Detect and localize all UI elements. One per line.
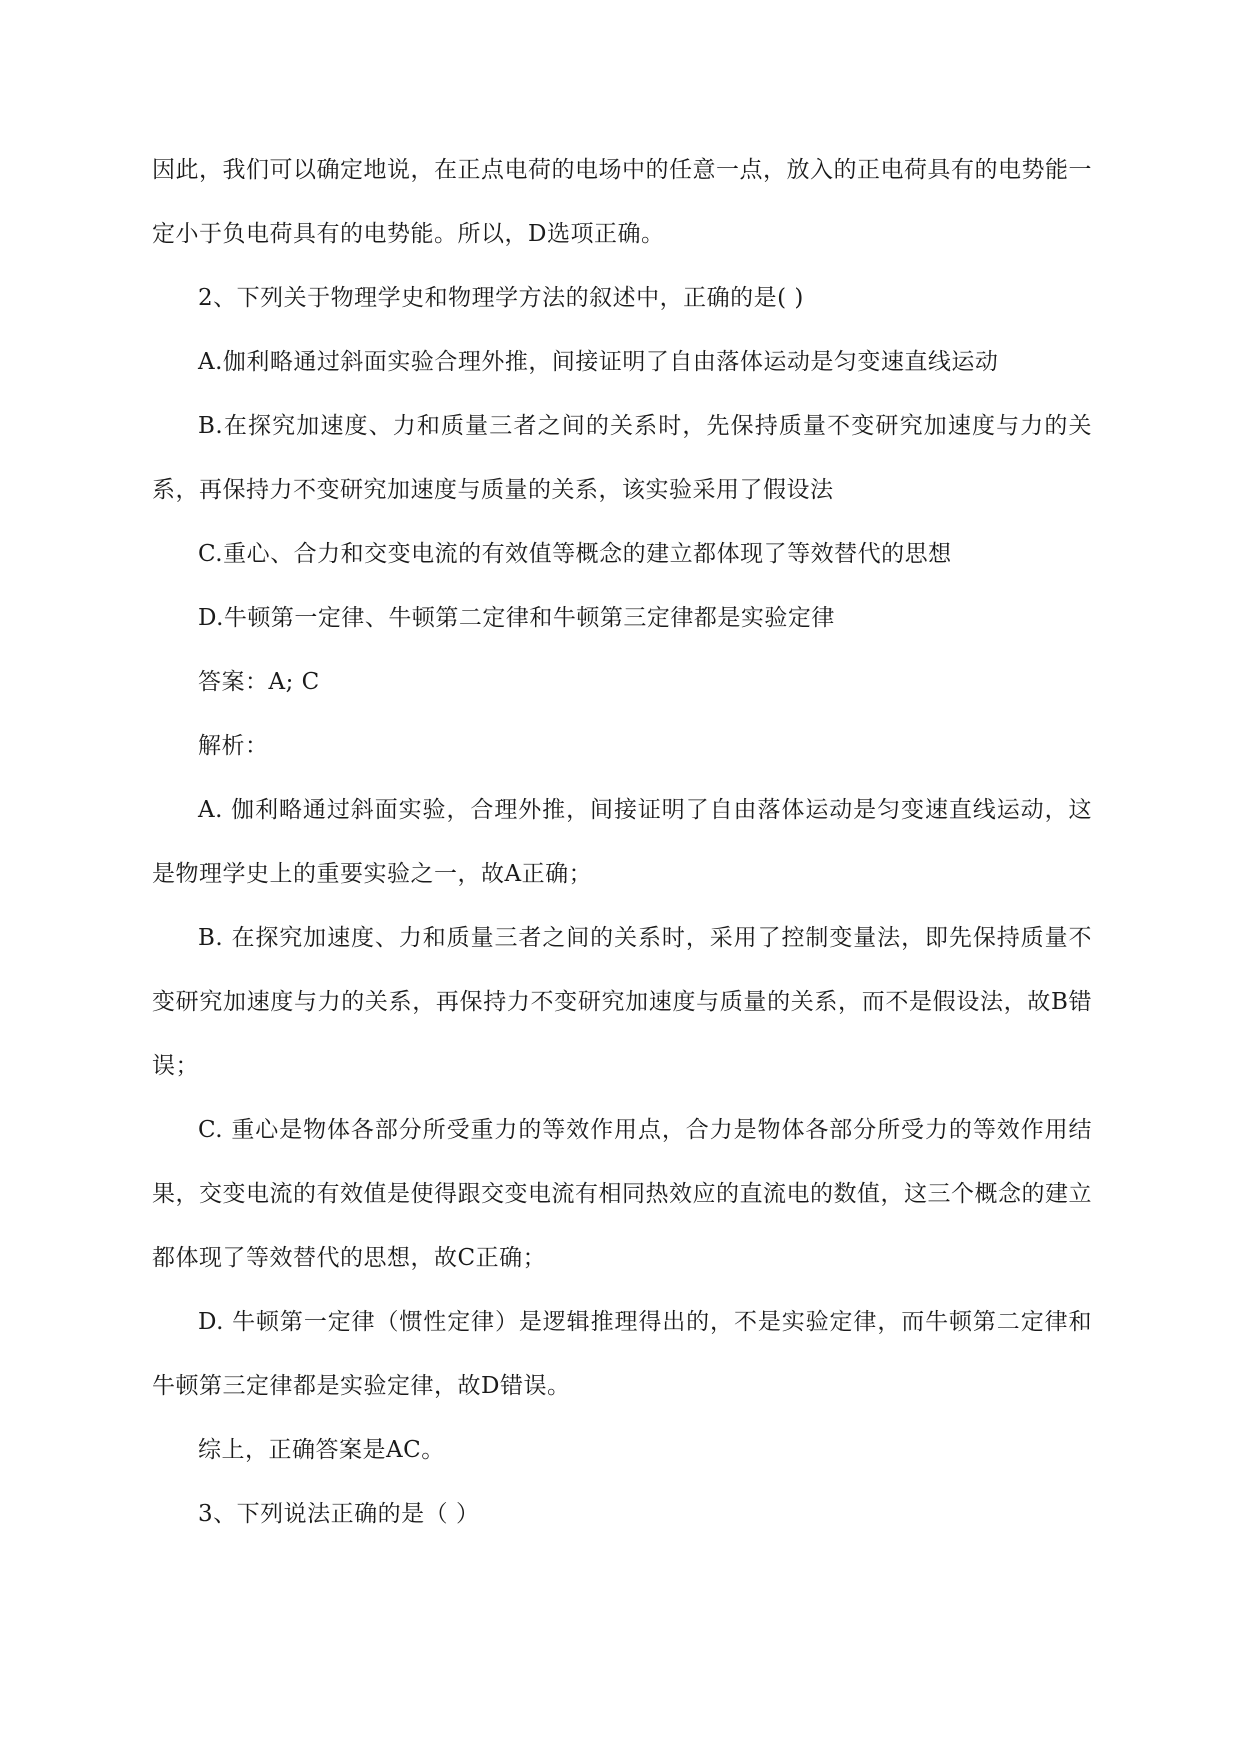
question-2-option-d: D.牛顿第一定律、牛顿第二定律和牛顿第三定律都是实验定律 <box>198 605 835 631</box>
question-2-option-b: B.在探究加速度、力和质量三者之间的关系时，先保持质量不变研究加速度与力的关系，再保持力不变研究加速度与质量的关系，该实验采用了假设法 <box>152 413 1092 503</box>
question-2-option-c: C.重心、合力和交变电流的有效值等概念的建立都体现了等效替代的思想 <box>198 541 952 567</box>
analysis-a: A. 伽利略通过斜面实验，合理外推，间接证明了自由落体运动是匀变速直线运动，这是物理学史上的重要实验之一，故A正确； <box>152 797 1092 887</box>
analysis-c: C. 重心是物体各部分所受重力的等效作用点，合力是物体各部分所受力的等效作用结果，交变电流的有效值是使得跟交变电流有相同热效应的直流电的数值，这三个概念的建立都体现了等效替代的思想，故C正确； <box>152 1117 1092 1271</box>
analysis-b: B. 在探究加速度、力和质量三者之间的关系时，采用了控制变量法，即先保持质量不变研究加速度与力的关系，再保持力不变研究加速度与质量的关系，而不是假设法，故B错误； <box>152 925 1092 1079</box>
analysis-heading: 解析： <box>198 733 269 759</box>
question-2-stem: 2、下列关于物理学史和物理学方法的叙述中，正确的是( ) <box>198 285 804 311</box>
question-2-answer: 答案：A; C <box>198 669 320 695</box>
paragraph-conclusion-q1: 因此，我们可以确定地说，在正点电荷的电场中的任意一点，放入的正电荷具有的电势能一定小于负电荷具有的电势能。所以，D选项正确。 <box>152 157 1092 247</box>
document-body <box>152 138 1092 1546</box>
analysis-d: D. 牛顿第一定律（惯性定律）是逻辑推理得出的，不是实验定律，而牛顿第二定律和牛顿第三定律都是实验定律，故D错误。 <box>152 1309 1092 1399</box>
question-2-option-a: A.伽利略通过斜面实验合理外推，间接证明了自由落体运动是匀变速直线运动 <box>198 349 999 375</box>
summary: 综上，正确答案是AC。 <box>198 1437 445 1463</box>
question-3-stem: 3、下列说法正确的是（ ） <box>198 1501 480 1527</box>
